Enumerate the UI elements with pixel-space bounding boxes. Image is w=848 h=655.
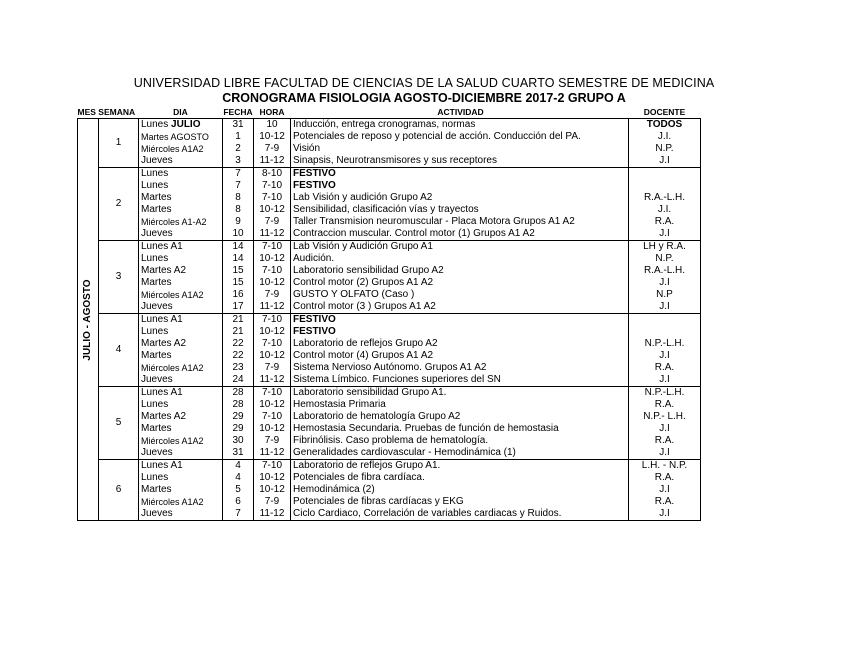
schedule-body [78,119,701,521]
cell-fecha: 5 [223,484,254,496]
cell-hora: 7-10 [254,314,291,327]
table-row [78,472,701,484]
cell-actividad: Laboratorio sensibilidad Grupo A1. [291,387,629,400]
cell-dia [139,131,223,143]
cell-hora: 11-12 [254,301,291,314]
semana-cell: 2 [99,168,139,241]
cell-actividad: FESTIVO [291,326,629,338]
cell-hora: 7-10 [254,460,291,473]
cell-actividad: Taller Transmision neuromuscular - Placa Motora Grupos A1 A2 [291,216,629,228]
dia-text: Martes [141,423,172,434]
table-row [78,301,701,314]
cell-docente: J.I [629,228,701,241]
dia-text: Lunes [141,119,169,130]
cell-actividad: Laboratorio de hematología Grupo A2 [291,411,629,423]
cell-fecha: 7 [223,168,254,181]
cell-actividad: Hemostasia Secundaria. Pruebas de función de hemostasia [291,423,629,435]
dia-text: Miércoles A1A2 [141,144,204,154]
cell-fecha: 29 [223,411,254,423]
cell-actividad: Ciclo Cardiaco, Correlación de variables cardiacas y Ruidos. [291,508,629,521]
cell-fecha: 8 [223,204,254,216]
cell-hora: 7-10 [254,265,291,277]
cell-actividad: Potenciales de fibra cardíaca. [291,472,629,484]
cell-fecha: 8 [223,192,254,204]
cell-actividad: Fibrinólisis. Caso problema de hematología. [291,435,629,447]
cell-docente: J.I [629,374,701,387]
cell-docente: J.I [629,508,701,521]
table-row [78,314,701,327]
cell-hora: 8-10 [254,168,291,181]
dia-text: Martes A2 [141,265,187,276]
document-subtitle: CRONOGRAMA FISIOLOGIA AGOSTO-DICIEMBRE 2017-2 GRUPO A [222,91,626,105]
table-row [78,423,701,435]
dia-text: Lunes [141,253,169,264]
table-row [78,143,701,155]
cell-actividad: Laboratorio de reflejos Grupo A1. [291,460,629,473]
cell-dia [139,180,223,192]
cell-fecha: 15 [223,277,254,289]
table-row [78,447,701,460]
semana-cell: 4 [99,314,139,387]
cell-docente: R.A. [629,362,701,374]
cell-docente: R.A.-L.H. [629,192,701,204]
cell-actividad: FESTIVO [291,168,629,181]
cell-actividad: Sensibilidad, clasificación vías y trayectos [291,204,629,216]
cell-docente: J.I [629,484,701,496]
cell-docente: J.I [629,277,701,289]
cell-actividad: Generalidades cardiovascular - Hemodinámica (1) [291,447,629,460]
col-dia: DIA [173,107,188,117]
dia-text: Martes A2 [141,338,187,349]
cell-fecha: 16 [223,289,254,301]
cell-hora: 7-9 [254,362,291,374]
table-row [78,168,701,181]
cell-actividad: Sistema Nervioso Autónomo. Grupos A1 A2 [291,362,629,374]
cell-fecha: 29 [223,423,254,435]
cell-docente: J.I [629,301,701,314]
cell-dia [139,228,223,241]
cell-dia [139,192,223,204]
cell-fecha: 1 [223,131,254,143]
cell-docente: N.P. [629,143,701,155]
cell-dia [139,289,223,301]
table-row [78,241,701,254]
cell-dia [139,204,223,216]
header-row [78,106,701,119]
cell-dia [139,399,223,411]
cell-actividad: Potenciales de reposo y potencial de acción. Conducción del PA. [291,131,629,143]
col-fecha: FECHA [223,107,253,117]
dia-text: Jueves [141,155,173,166]
cell-actividad: Lab Visión y audición Grupo A2 [291,192,629,204]
cell-docente: R.A. [629,216,701,228]
dia-text: Miércoles A1A2 [141,436,204,446]
table-row [78,180,701,192]
cell-fecha: 14 [223,253,254,265]
cell-actividad: Hemostasia Primaria [291,399,629,411]
cell-fecha: 7 [223,180,254,192]
dia-text: Lunes [141,326,169,337]
dia-text: Martes [141,277,172,288]
cell-actividad: Lab Visión y Audición Grupo A1 [291,241,629,254]
table-row [78,326,701,338]
col-hora: HORA [259,107,285,117]
cell-actividad: Control motor (4) Grupos A1 A2 [291,350,629,362]
cell-dia [139,216,223,228]
cell-docente [629,326,701,338]
cell-actividad: Control motor (3 ) Grupos A1 A2 [291,301,629,314]
cell-dia [139,496,223,508]
cell-hora: 11-12 [254,508,291,521]
cell-hora: 10-12 [254,350,291,362]
cell-fecha: 15 [223,265,254,277]
cell-fecha: 22 [223,338,254,350]
cell-dia [139,423,223,435]
cell-dia [139,387,223,400]
cell-docente: J.I. [629,131,701,143]
cell-hora: 7-10 [254,241,291,254]
cell-dia [139,350,223,362]
dia-text: Martes [141,192,172,203]
cell-docente: N.P.-L.H. [629,338,701,350]
cell-dia [139,277,223,289]
cell-dia [139,314,223,327]
cell-docente [629,314,701,327]
table-row [78,277,701,289]
cell-hora: 7-10 [254,411,291,423]
cell-dia [139,301,223,314]
cell-hora: 10-12 [254,277,291,289]
cell-dia [139,326,223,338]
dia-text: Jueves [141,301,173,312]
cell-fecha: 28 [223,387,254,400]
cell-docente: J.I. [629,204,701,216]
table-row [78,192,701,204]
cell-fecha: 17 [223,301,254,314]
table-row [78,399,701,411]
table-row [78,289,701,301]
table-row [78,484,701,496]
table-row [78,374,701,387]
cell-docente: R.A. [629,472,701,484]
cell-hora: 10-12 [254,253,291,265]
table-row [78,119,701,132]
cell-hora: 10-12 [254,423,291,435]
cell-fecha: 21 [223,314,254,327]
cell-hora: 11-12 [254,374,291,387]
semana-cell: 3 [99,241,139,314]
cell-hora: 7-9 [254,289,291,301]
cell-dia [139,253,223,265]
cell-fecha: 28 [223,399,254,411]
dia-text: Lunes [141,180,169,191]
cell-hora: 11-12 [254,228,291,241]
table-row [78,508,701,521]
table-row [78,253,701,265]
cell-dia [139,265,223,277]
cell-actividad: GUSTO Y OLFATO (Caso ) [291,289,629,301]
dia-text: Martes [141,484,172,495]
cell-hora: 10-12 [254,204,291,216]
table-row [78,338,701,350]
dia-text: Jueves [141,374,173,385]
cell-docente: R.A. [629,496,701,508]
cell-docente: J.I [629,423,701,435]
cell-actividad: FESTIVO [291,314,629,327]
cell-actividad: Sinapsis, Neurotransmisores y sus receptores [291,155,629,168]
dia-month: JULIO [171,119,201,130]
dia-text: Lunes A1 [141,314,183,325]
dia-text: Miércoles A1A2 [141,497,204,507]
dia-text: Lunes [141,472,169,483]
cell-dia [139,435,223,447]
dia-text: Lunes A1 [141,460,183,471]
table-row [78,362,701,374]
cell-dia [139,338,223,350]
dia-text: Lunes A1 [141,241,183,252]
semana-cell: 6 [99,460,139,521]
dia-text: Martes AGOSTO [141,132,209,142]
dia-text: Martes A2 [141,411,187,422]
cell-fecha: 21 [223,326,254,338]
col-docente: DOCENTE [643,107,686,117]
cell-fecha: 4 [223,472,254,484]
table-row [78,155,701,168]
semana-cell: 5 [99,387,139,460]
cell-hora: 7-9 [254,216,291,228]
cell-docente: N.P. [629,253,701,265]
cell-hora: 10 [254,119,291,132]
cell-fecha: 31 [223,447,254,460]
dia-text: Jueves [141,228,173,239]
dia-text: Lunes A1 [141,387,183,398]
cell-dia [139,447,223,460]
schedule-table [77,106,701,521]
cell-dia [139,374,223,387]
table-row [78,411,701,423]
cell-hora: 7-9 [254,496,291,508]
cell-dia [139,119,223,132]
cell-fecha: 6 [223,496,254,508]
cell-fecha: 10 [223,228,254,241]
cell-hora: 10-12 [254,399,291,411]
dia-text: Miércoles A1A2 [141,363,204,373]
cell-hora: 10-12 [254,326,291,338]
cell-actividad: Contraccion muscular. Control motor (1) Grupos A1 A2 [291,228,629,241]
dia-text: Jueves [141,508,173,519]
cell-fecha: 14 [223,241,254,254]
cell-actividad: Audición. [291,253,629,265]
cell-hora: 11-12 [254,155,291,168]
cell-docente: N.P [629,289,701,301]
cell-dia [139,362,223,374]
cell-dia [139,241,223,254]
cell-actividad: Laboratorio sensibilidad Grupo A2 [291,265,629,277]
cell-docente: R.A. [629,399,701,411]
cell-docente: N.P.- L.H. [629,411,701,423]
cell-actividad: Laboratorio de reflejos Grupo A2 [291,338,629,350]
cell-fecha: 23 [223,362,254,374]
cell-docente: J.I [629,350,701,362]
cell-hora: 7-10 [254,338,291,350]
semana-cell: 1 [99,119,139,168]
cell-dia [139,484,223,496]
cell-actividad: FESTIVO [291,180,629,192]
cell-docente [629,168,701,181]
dia-text: Martes [141,204,172,215]
dia-text: Jueves [141,447,173,458]
dia-text: Martes [141,350,172,361]
cell-hora: 10-12 [254,472,291,484]
cell-hora: 7-9 [254,143,291,155]
cell-dia [139,168,223,181]
col-actividad: ACTIVIDAD [437,107,484,117]
cell-docente: R.A.-L.H. [629,265,701,277]
table-row [78,216,701,228]
table-row [78,131,701,143]
cell-docente: J.I [629,447,701,460]
table-row [78,265,701,277]
cell-actividad: Sistema Límbico. Funciones superiores del SN [291,374,629,387]
table-row [78,387,701,400]
mes-label: JULIO - AGOSTO [82,278,93,361]
cell-fecha: 31 [223,119,254,132]
cell-hora: 7-10 [254,180,291,192]
cell-docente: J.I [629,155,701,168]
cell-fecha: 7 [223,508,254,521]
cell-dia [139,460,223,473]
cell-docente: TODOS [629,119,701,132]
table-row [78,228,701,241]
table-row [78,460,701,473]
dia-text: Miércoles A1A2 [141,290,204,300]
cell-fecha: 3 [223,155,254,168]
cell-fecha: 24 [223,374,254,387]
table-row [78,350,701,362]
cell-actividad: Control motor (2) Grupos A1 A2 [291,277,629,289]
cell-dia [139,472,223,484]
col-mes-semana: MES SEMANA [77,107,136,117]
table-row [78,204,701,216]
cell-docente [629,180,701,192]
cell-fecha: 30 [223,435,254,447]
cell-actividad: Hemodinámica (2) [291,484,629,496]
cell-docente: N.P.-L.H. [629,387,701,400]
cell-hora: 10-12 [254,131,291,143]
cell-hora: 7-9 [254,435,291,447]
cell-docente: L.H. - N.P. [629,460,701,473]
cell-hora: 7-10 [254,192,291,204]
cell-dia [139,155,223,168]
cell-dia [139,508,223,521]
cell-fecha: 2 [223,143,254,155]
cell-actividad: Inducción, entrega cronogramas, normas [291,119,629,132]
cell-actividad: Visión [291,143,629,155]
table-row [78,435,701,447]
cell-fecha: 9 [223,216,254,228]
cell-docente: LH y R.A. [629,241,701,254]
dia-text: Miércoles A1-A2 [141,217,207,227]
cell-dia [139,411,223,423]
cell-fecha: 4 [223,460,254,473]
cell-hora: 10-12 [254,484,291,496]
cell-fecha: 22 [223,350,254,362]
mes-cell [78,119,99,521]
cell-dia [139,143,223,155]
table-row [78,496,701,508]
document-title: UNIVERSIDAD LIBRE FACULTAD DE CIENCIAS DE LA SALUD CUARTO SEMESTRE DE MEDICINA [133,76,715,90]
dia-text: Lunes [141,168,169,179]
cell-hora: 7-10 [254,387,291,400]
dia-text: Lunes [141,399,169,410]
cell-actividad: Potenciales de fibras cardíacas y EKG [291,496,629,508]
cell-hora: 11-12 [254,447,291,460]
cell-docente: R.A. [629,435,701,447]
